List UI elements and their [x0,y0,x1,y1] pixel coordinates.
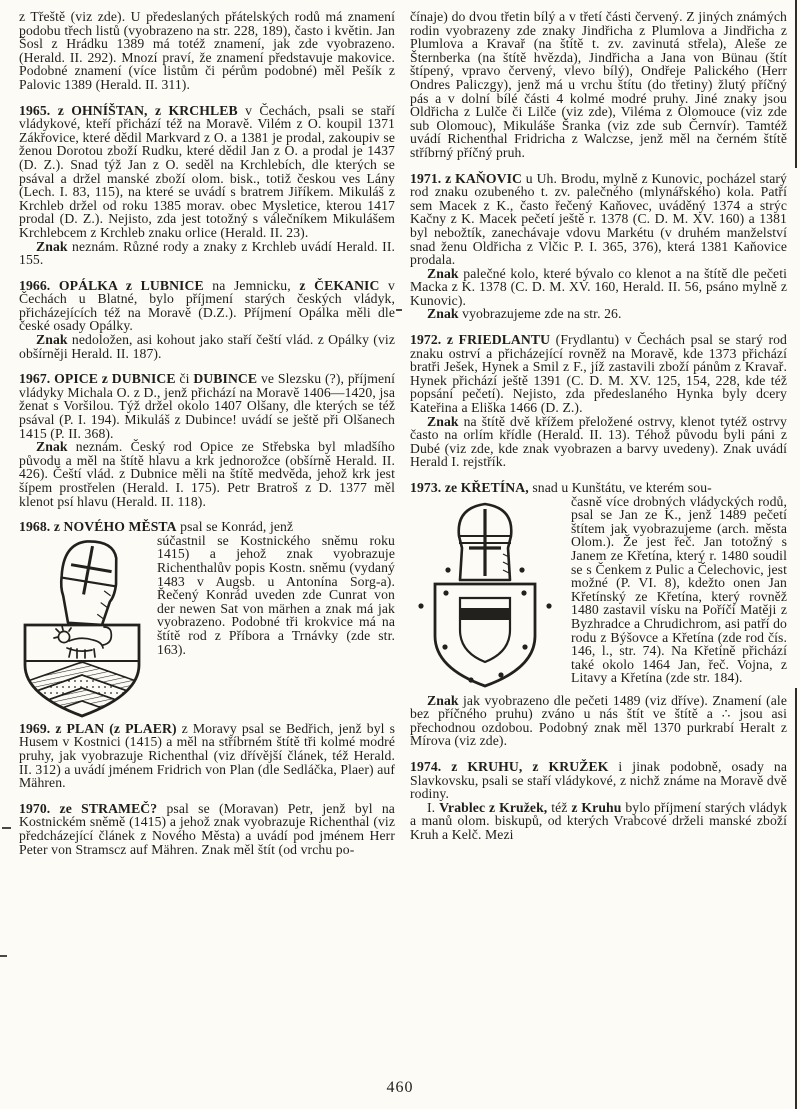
left-column [19,10,395,856]
text-run: 1968. z NOVÉHO MĚSTA [19,519,177,535]
entry-1969 [19,722,395,790]
entry-1965 [19,104,395,240]
text-run: 1974. z KRUHU, z KRUŽEK [410,758,609,774]
text-run: psal se Konrád, jenž [176,519,294,535]
scan-mark-artifact [2,827,11,829]
text-run: v Čechách, psali se staří vládykové, kteří přichází též na Moravě. Vilém z O. koupil 1371 Zákřovice, které dědil Markvard z O. a 1381 je prodal, zakoupiv se ženou Dorotou zboží Rudku, které dědil Jan z O. a prodal je 1437 (D. Z.). Snad týž Jan z O. seděl na Krchlebích, dle kterých se psával a držel manské zboží olom. bisk., totiž českou ves Lány (Lech. I. 83, 115), na které se uvádí s bratrem Jiříkem. Mikuláš z Krchleb držel od roku 1385 morav. obec Mysletice, kterou 1417 prodal (D. Z.). Nejisto, zda jest totožný s válečníkem Mikulášem Krchlebcem z Krchleb znaku orlice (Herald. II. 23). [19,102,395,240]
entry-1967 [19,372,395,440]
text-run: z ČEKANIC [299,277,380,293]
text-run: snad u Kunštátu, ve kterém sou- [528,480,712,495]
entry-1973-znak [410,694,787,748]
text-run: na Jemnicku, [203,277,300,293]
text-run: ve Slezsku (?), příjmení vládyky Michala O. z D., jenž přichází na Moravě 1406—1420, jsa ženat s Voršilou. Týž držel okolo 1407 Olšany, dle kterých se též psával (P. I. 194). Mikuláš z Dubince! uvádí se ještě při Olšanech 1415 (P. II. 368). [19,371,395,441]
entry-1968-heading [19,520,395,534]
text-run: Znak [427,306,459,322]
text-run: 1966. OPÁLKA z LUBNICE [19,277,204,293]
text-run: v Čechách u Blatné, bylo příjmení starých českých vládyk, přicházejících též na Moravě (D.Z.). Příjmení Opálka měli dle české osady Opálky. [19,277,395,334]
scan-edge-artifact-top [795,0,797,168]
text-run: též [547,799,572,815]
coat-of-arms-1968-image [19,535,147,720]
text-run: čínaje) do dvou třetin bílý a v třetí části červený. Z jiných známých rodin vyobrazeny zde znaky Jindřicha z Plumlova a Jindřicha z Plumlova a Kravař (na štítě t. zv. zavinutá střela), Aleše ze Šternberka (na štítě hvězda), Jindřicha a Jana von Bünau (štít štípený, vpravo červený, vlevo bílý), Ondřeje Palického (Herr Ondres Paliczgy), jenž má u vrchu štítu (do třetiny) žlutý příčný pás a v dolní bílé části 4 kolmé modré pruhy. Jiné znaky jsou Oldřicha z Lulče či Lilče (viz zde), Viléma z Olomouce (viz zde sub Olomouc), Mikuláše Šranka (viz zde sub Černvír). Tamtéž uvádí Richenthal Fridricha z Walczse, jenž měl na černém štítě stříbrný příčný pruh. [410,9,787,160]
entry-1967-znak [19,440,395,508]
text-run: Znak [427,265,459,281]
entry-1966-znak [19,333,395,360]
text-run: časně více drobných vládyckých rodů, psal se Jan ze K., jenž 1489 pečetí štítem jak vyobrazujeme (arch. města Olom.). Že jest řeč. Jan totožný s Janem ze Křetína, který r. 1480 soudil se s Čenkem z Pulic a Čelechovic, jest možné (P. VI. 8), kdežto onen Jan Křetínský ze Křetína, který rovněž 1480 zastavil vísku na Poříčí Matěji z Byzhradce a Chrudichrom, asi patří do rodu z Býšovce a Křetína (zde rod čís. 146, l., str. 74). Na Křetíně přichází také okolo 1464 Jan, řeč. Vojna, z Litavy a Křetína (zde str. 184). [571,493,787,686]
coat-of-arms-1968-icon [19,535,147,720]
entry-1968-body [19,534,395,656]
text-run: Znak [427,692,459,708]
text-run: nedoložen, asi kohout jako staří čeští vlád. z Opálky (viz obšírněji Herald. II. 187). [19,332,395,361]
text-run: DUBINCE [193,371,258,387]
coat-of-arms-1973-icon [410,496,560,692]
entry-1965-znak [19,240,395,267]
text-run: 1969. z PLAN (z PLAER) [19,720,177,736]
entry-1973-heading [410,481,787,495]
text-run: 1973. ze KŘETÍNA, [410,480,529,495]
entry-1966 [19,279,395,333]
entry-1972-znak [410,415,787,469]
text-run: palečné kolo, které bývalo co klenot a na štítě dle pečeti Macka z K. 1378 (C. D. M. XV. 160, Herald. II. 56, psáno mylně z Kunovic). [410,265,787,308]
text-run: u Uh. Brodu, mylně z Kunovic, pocházel starý rod znaku ozubeného t. zv. palečného (mlynářského) kola. Patří sem Macek z K., často řečený Kaňovec, uváděný 1374 a strýc Kačny z K. Macek pečetí ještě r. 1378 (C. D. M. XV. 160) a 1381 byl nebožtík, zanechávaje vdovu Markétu (v druhém manželství snad ženu Oldřicha z Vlčic P. I. 365, 376), která 1381 Kaňovice prodala. [410,170,787,268]
text-run: 1970. ze STRAMEČ? [19,800,158,816]
entry-1973-body [410,495,787,685]
text-run: (Frydlantu) v Čechách psal se starý rod znaku ostrví a přicházející rovněž na Moravě, kde 1373 přichází bratři Ješek, Hynek a Smil z F., jíž zastavili zboží pánům z Kravař. Hynek přichází ještě 1391 (C. D. M. XV. 125, 154, 228, kde též popsání pečetí). Nejisto, zda předeslaného Hynka byly dcery Kateřina a Eliška 1466 (D. Z.). [410,332,787,416]
entry-1971-znak-1 [410,267,787,308]
text-run: neznám. Různé rody a znaky z Krchleb uvádí Herald. II. 155. [19,238,395,268]
text-run: neznám. Český rod Opice ze Střebska byl mladšího původu a měl na štítě hlavu a krk jednorožce (obšírně Herald. II. 426). Čeští vlád. z Dubnice měli na štítě medvěda, jehož krk jest šípem prostřelen (Herald. I. 175). Petr Bratroš z D. 1377 měl klenot psí hlavu (Herald. II. 118). [19,439,395,509]
text-run: 1972. z FRIEDLANTU [410,332,551,348]
entry-1972 [410,333,787,415]
entry-1971 [410,172,787,267]
entry-1974 [410,760,787,801]
coat-of-arms-1973-image [410,496,560,692]
entry-1970 [19,802,395,856]
text-run: Znak [36,238,68,254]
paragraph-continuation-stramec [410,10,787,160]
right-column [410,10,787,856]
great-helm-icon [56,538,121,628]
page-columns [19,10,787,856]
text-run: 1967. OPICE z DUBNICE [19,371,176,387]
entry-1974-family-1 [410,801,787,842]
text-run: na štítě dvě křížem přeložené ostrvy, klenot tytéž ostrvy často na orlím křídle (Herald. II. 13). Téhož původu byli páni z Dubé (viz zde, kde znak vyobrazen a barvy uvedeny). Znak uvádí Herald I. rejstřík. [410,413,787,470]
scan-mark-artifact [396,309,402,311]
text-run: jak vyobrazeno dle pečeti 1489 (viz dříve). Znamení (ale bez příčného pruhu) zváno u nás štít ve štítě a ∴ jsou asi přechodnou ozdobou. Podobný znak měl 1370 purkrabí Heralt z Mírova (viz zde). [410,692,787,749]
text-run: 1965. z OHNÍŠTAN, z KRCHLEB [19,102,238,118]
entry-1971-znak-2 [410,307,787,321]
text-run: vyobrazujeme zde na str. 26. [458,306,622,322]
scan-edge-artifact-bottom [795,688,797,1109]
text-run: Znak [427,413,459,429]
text-run: z Třeště (viz zde). U předeslaných přátelských rodů má znamení podobu třech listů (vyobrazeno na str. 228, 189), často i květin. Jan Šosl z Hrádku 1389 má totéž znamení, jak zde vyobrazeno. (Herald. II. 292). Mnozí praví, že znamení představuje makovice. Podobné znamení (více listům či pérům podobné) měl Pešík z Palovic 1389 (Herald. II. 311). [19,9,395,92]
text-run: či [175,371,194,387]
text-run: súčastnil se Kostnického sněmu roku 1415) a jehož znak vyobrazuje Richenthalův popis Kostn. sněmu (vydaný 1483 v Augsb. u Antonína Sorg-a). Řečený Konrád uveden zde Cunrat von der newen Sat von märhen a znak má jak vyobrazeno. Podobné tři krokvice má na štítě rod z Příbora a Trnávky (zde str. 163). [157,532,395,657]
text-run: bylo příjmení starých vládyk a manů olom. biskupů, od kterých Vrabcové drželi manské zboží Kruh a Kelč. Mezi [410,799,788,842]
text-run: Vrablec z Kružek, [439,799,548,815]
text-run: Znak [36,332,68,348]
page-number: 460 [386,1079,414,1096]
text-run: z Moravy psal se Bedřich, jenž byl s Husem v Kostnici (1415) a měl na stříbrném štítě tři kolmé modré pruhy, jak vyobrazuje Richenthal (viz dřívější článek, též Herald. II. 312) a uvádí jménem Fridrich von Plan (dle Sedláčka, Plaer) auf Mähren. [19,720,395,791]
text-run: I. [427,799,440,815]
paragraph-continuation-trest [19,10,395,92]
great-helm-icon [458,504,512,580]
scan-mark-artifact [0,955,7,957]
text-run: Znak [36,439,68,455]
text-run: i jinak podobně, osady na Slavkovsku, psali se staří vládykové, z nichž známe na Moravě dvě rodiny. [410,758,787,802]
text-run: psal se (Moravan) Petr, jenž byl na Kostnickém sněmě (1415) a jehož znak vyobrazuje Richenthal (viz předcházející článek z Nového Města) a uvádí pod jménem Herr Peter von Stramscz auf Mähren. Znak měl štít (od vrchu po- [19,800,395,857]
text-run: z Kruhu [571,799,622,815]
text-run: 1971. z KAŇOVIC [410,170,522,186]
